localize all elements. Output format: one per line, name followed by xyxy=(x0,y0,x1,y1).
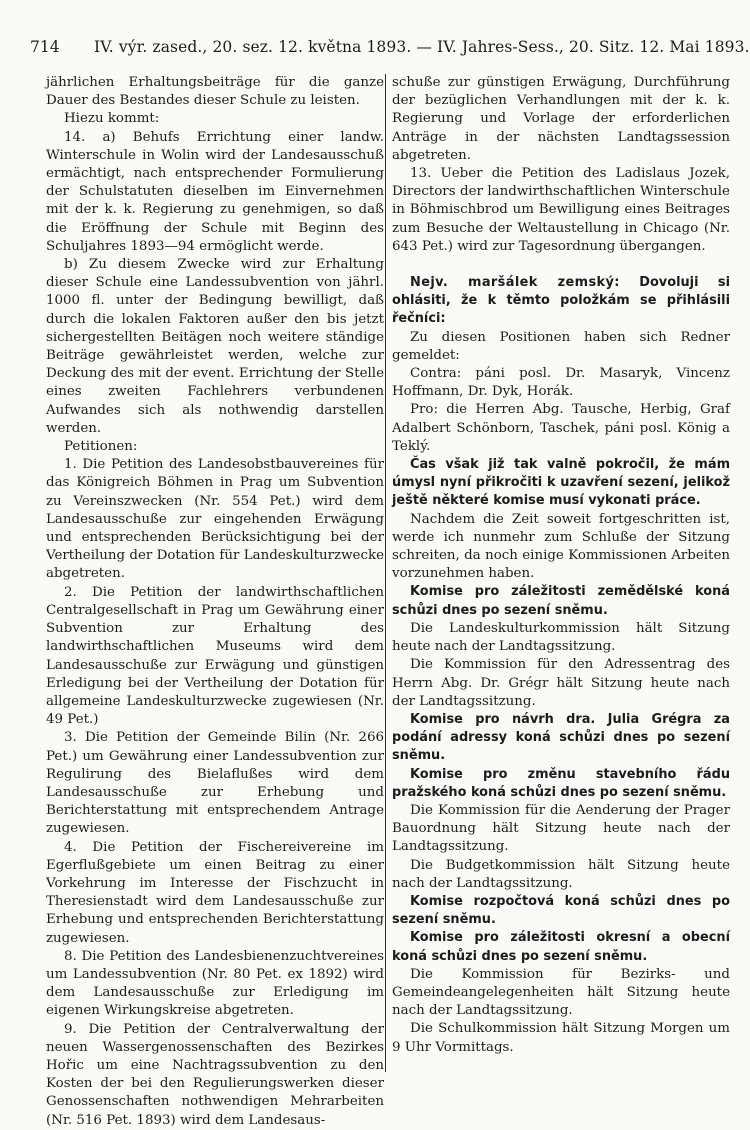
left-column xyxy=(46,74,384,1130)
paragraph-text: Die Budgetkommission hält Sitzung heute nach der Landtagssitzung. xyxy=(392,857,730,891)
paragraph xyxy=(392,711,730,766)
paragraph xyxy=(46,110,384,128)
paragraph xyxy=(392,656,730,711)
paragraph xyxy=(392,857,730,893)
paragraph xyxy=(392,966,730,1021)
paragraph-text: Die Schulkommission hält Sitzung Morgen um 9 Uhr Vormittags. xyxy=(392,1021,730,1055)
paragraph xyxy=(46,256,384,438)
paragraph-text: Dovoluji si ohlásiti, že k těmto položkám se přihlásili řečníci: xyxy=(392,275,730,327)
paragraph xyxy=(392,583,730,619)
paragraph-text: Komise pro záležitosti okresní a obecní koná schůzi dnes po sezení sněmu. xyxy=(392,930,730,964)
paragraph-text: Die Landeskulturkommission hält Sitzung heute nach der Landtagssitzung. xyxy=(392,620,730,655)
paragraph xyxy=(392,766,730,802)
paragraph-text: Hiezu kommt: xyxy=(64,111,160,127)
running-header xyxy=(30,28,750,62)
paragraph-text: Petitionen: xyxy=(64,439,138,455)
paragraph xyxy=(392,802,730,857)
paragraph-text: Pro: die Herren Abg. Tausche, Herbig, Graf Adalbert Schönborn, Taschek, páni posl. König a Teklý. xyxy=(392,402,730,454)
paragraph-text: Contra: páni posl. Dr. Masaryk, Vincenz Hoffmann, Dr. Dyk, Horák. xyxy=(392,366,730,400)
paragraph xyxy=(392,274,730,329)
paragraph xyxy=(46,584,384,730)
paragraph xyxy=(46,839,384,948)
paragraph xyxy=(392,401,730,456)
paragraph-text: 8. Die Petition des Landesbienenzuchtvereines um Landessubvention (Nr. 80 Pet. ex 1892) wird dem Landesausschuße zur Erledigung im eigenen Wirkungskreise abgetreten. xyxy=(46,948,384,1019)
paragraph xyxy=(46,729,384,838)
paragraph xyxy=(392,456,730,511)
paragraph-text: 1. Die Petition des Landesobstbauvereines für das Königreich Böhmen in Prag um Subvention zu Vereinszwecken (Nr. 554 Pet.) wird dem Landesausschuße zur eingehenden Erwägung und entsprechenden Berücksichtigung bei der Vertheilung der Dotation für Landeskulturzwecke abgetreten. xyxy=(46,457,384,582)
paragraph xyxy=(392,1020,730,1056)
paragraph xyxy=(46,129,384,256)
paragraph-text: Čas však již tak valně pokročil, že mám úmysl nyní přikročiti k uzavření sezení, jelikož ještě některé komise musí vykonati práce. xyxy=(392,457,730,509)
paragraph xyxy=(46,74,384,110)
paragraph xyxy=(392,929,730,965)
right-column xyxy=(392,74,730,1057)
paragraph-text: Komise rozpočtová koná schůzi dnes po sezení sněmu. xyxy=(392,893,730,928)
paragraph xyxy=(392,893,730,929)
paragraph-text: Die Kommission für den Adressentrag des Herrn Abg. Dr. Grégr hält Sitzung heute nach der Landtagssitzung. xyxy=(392,657,730,709)
paragraph xyxy=(46,1021,384,1130)
paragraph-text: 13. Ueber die Petition des Ladislaus Jozek, Directors der landwirthschaftlichen Winterschule in Böhmischbrod um Bewilligung eines Beitrages zum Besuche der Weltaustellung in Chicago (Nr. 643 Pet.) wird zur Tagesordnung übergangen. xyxy=(392,166,730,254)
paragraph-text: 9. Die Petition der Centralverwaltung der neuen Wassergenossenschaften des Bezirkes Hořic um eine Nachtragssubvention zu den Kosten der bei den Regulierungswerken dieser Genossenschaften nothwendigen Mehrarbeiten (Nr. 516 Pet. 1893) wird dem Landesaus- xyxy=(46,1021,384,1128)
paragraph-text: 2. Die Petition der landwirthschaftlichen Centralgesellschaft in Prag um Gewährung einer Subvention zur Erhaltung des landwirthschaftlichen Museums wird dem Landesausschuße zur Erwägung und günstigen Erledigung bei der Vertheilung der Dotation für allgemeine Landeskulturzwecke zugewiesen (Nr. 49 Pet.) xyxy=(46,584,384,728)
paragraph xyxy=(392,74,730,165)
paragraph-text: Nachdem die Zeit soweit fortgeschritten ist, werde ich nunmehr zum Schluße der Sitzung schreiten, da noch einige Kommissionen Arbeiten vorzunehmen haben. xyxy=(392,511,730,582)
paragraph-text: Komise pro změnu stavebního řádu pražského koná schůzi dnes po sezení sněmu. xyxy=(392,766,730,800)
running-title: IV. výr. zased., 20. sez. 12. května 1893. — IV. Jahres-Sess., 20. Sitz. 12. Mai 1893. xyxy=(94,38,750,56)
paragraph-text: Die Kommission für Bezirks- und Gemeindeangelegenheiten hält Sitzung heute nach der Landtagssitzung. xyxy=(392,966,730,1019)
page-number: 714 xyxy=(30,38,60,56)
paragraph-text: jährlichen Erhaltungsbeiträge für die ganze Dauer des Bestandes dieser Schule zu leisten. xyxy=(46,75,384,109)
paragraph-text: Zu diesen Positionen haben sich Redner gemeldet: xyxy=(392,329,730,363)
paragraph xyxy=(46,438,384,456)
paragraph-text: Die Kommission für die Aenderung der Prager Bauordnung hält Sitzung heute nach der Landtagssitzung. xyxy=(392,802,730,855)
paragraph-text: 4. Die Petition der Fischereivereine im Egerflußgebiete um einen Beitrag zu einer Vorkehrung im Interesse der Fischzucht in Theresienstadt wird dem Landesausschuße zur Erhebung und entsprechenden Berichterstattung zugewiesen. xyxy=(46,839,384,946)
paragraph xyxy=(392,365,730,401)
column-divider xyxy=(385,74,386,1072)
paragraph xyxy=(46,456,384,583)
paragraph xyxy=(392,329,730,365)
paragraph-text: Komise pro návrh dra. Julia Grégra za podání adressy koná schůzi dnes po sezení sněmu. xyxy=(392,711,730,764)
speaker-name: Nejv. maršálek zemský: xyxy=(410,275,620,291)
paragraph-text: Komise pro záležitosti zemědělské koná schůzi dnes po sezení sněmu. xyxy=(392,584,730,618)
paragraph-text: 3. Die Petition der Gemeinde Bilin (Nr. 266 Pet.) um Gewährung einer Landessubvention zur Regulirung des Bielaflußes wird dem Landesausschuße zur Erhebung und Berichterstattung mit entsprechendem Antrage zugewiesen. xyxy=(46,730,384,837)
paragraph-text: 14. a) Behufs Errichtung einer landw. Winterschule in Wolin wird der Landesausschuß ermächtigt, nach entsprechender Formulierung der Schulstatuten dieselben im Einvernehmen mit der k. k. Regierung zu genehmigen, so daß die Eröffnung der Schule mit Beginn des Schuljahres 1893—94 ermöglicht werde. xyxy=(46,129,384,254)
paragraph xyxy=(392,511,730,584)
paragraph-text: schuße zur günstigen Erwägung, Durchführung der bezüglichen Verhandlungen mit der k. k. Regierung und Vorlage der erforderlichen Anträge in der nächsten Landtagssession abgetreten. xyxy=(392,75,730,163)
paragraph xyxy=(392,165,730,256)
paragraph xyxy=(392,620,730,656)
paragraph-text: b) Zu diesem Zwecke wird zur Erhaltung dieser Schule eine Landessubvention von jährl. 1000 fl. unter der Bedingung bewilligt, daß durch die lokalen Faktoren außer den bis jetzt sichergestellten Beitägen noch weitere ständige Beiträge gewährleistet werden, welche zur Deckung des mit der event. Errichtung der Stelle eines zweiten Fachlehrers verbundenen Aufwandes sich als nothwendig darstellen werden. xyxy=(46,257,384,436)
paragraph xyxy=(46,948,384,1021)
